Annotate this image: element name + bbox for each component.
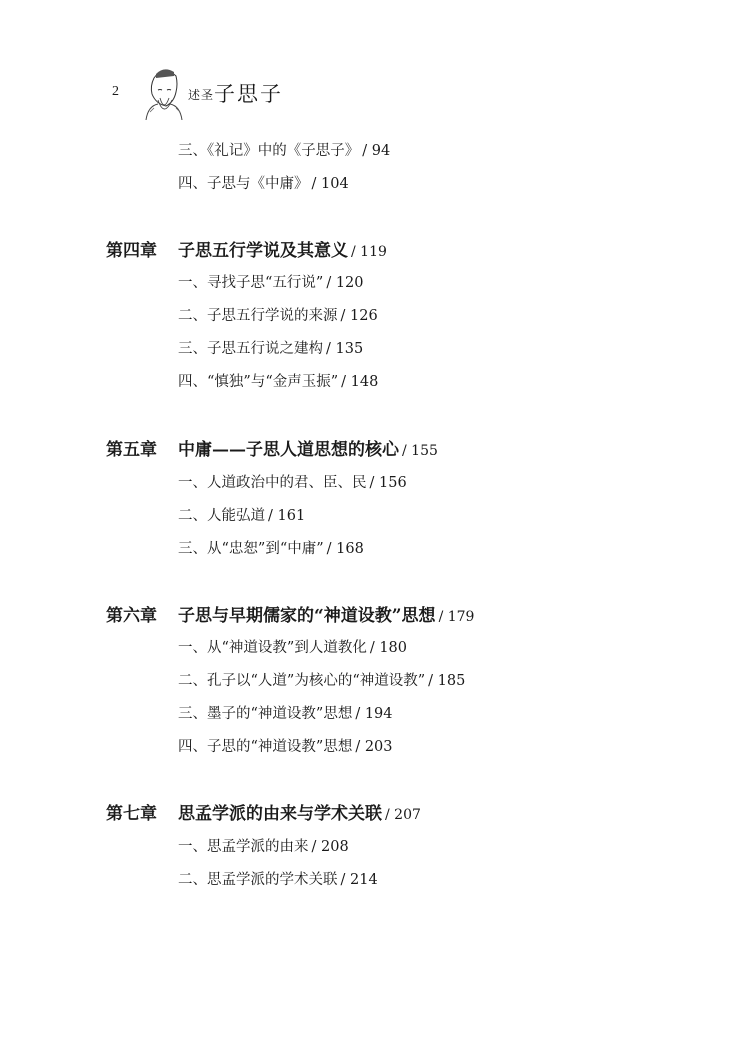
section-title: 二、孔子以“人道”为核心的“神道设教” bbox=[178, 673, 426, 689]
section-title: 四、子思与《中庸》 bbox=[178, 176, 309, 192]
chapter-page: / 207 bbox=[385, 807, 421, 823]
toc-section bbox=[178, 735, 393, 756]
toc-section bbox=[178, 271, 364, 292]
section-page: / 180 bbox=[369, 640, 407, 656]
section-title: 三、《礼记》中的《子思子》 bbox=[178, 143, 360, 159]
toc-section bbox=[178, 304, 378, 325]
section-title: 一、从“神道设教”到人道教化 bbox=[178, 640, 367, 656]
section-title: 二、人能弘道 bbox=[178, 508, 265, 524]
toc-section bbox=[178, 868, 378, 889]
series-title: 子思子 bbox=[214, 82, 283, 106]
section-title: 一、思孟学派的由来 bbox=[178, 839, 309, 855]
section-page: / 203 bbox=[355, 739, 393, 755]
section-page: / 135 bbox=[326, 341, 364, 357]
chapter-number: 第六章 bbox=[106, 606, 157, 626]
toc-section bbox=[178, 504, 305, 525]
chapter-number: 第七章 bbox=[106, 804, 157, 824]
toc-section bbox=[178, 702, 393, 723]
section-page: / 94 bbox=[362, 143, 391, 159]
section-page: / 161 bbox=[268, 508, 306, 524]
toc-section bbox=[178, 669, 465, 690]
section-page: / 168 bbox=[326, 541, 364, 557]
chapter-page: / 155 bbox=[402, 443, 438, 459]
section-page: / 208 bbox=[311, 839, 349, 855]
toc-section bbox=[178, 636, 407, 657]
section-page: / 120 bbox=[326, 275, 364, 291]
section-title: 四、“慎独”与“金声玉振” bbox=[178, 374, 339, 390]
chapter-number: 第五章 bbox=[106, 440, 157, 460]
section-page: / 126 bbox=[340, 308, 378, 324]
section-title: 四、子思的“神道设教”思想 bbox=[178, 739, 353, 755]
chapter-page: / 119 bbox=[351, 244, 387, 260]
running-header bbox=[112, 62, 512, 122]
toc-section bbox=[178, 835, 349, 856]
toc-chapter-5 bbox=[106, 435, 438, 460]
section-title: 一、寻找子思“五行说” bbox=[178, 275, 324, 291]
toc-section bbox=[178, 337, 363, 358]
section-title: 二、思孟学派的学术关联 bbox=[178, 872, 338, 888]
toc-section bbox=[178, 471, 407, 492]
toc-section bbox=[178, 370, 378, 391]
toc-chapter-4 bbox=[106, 236, 387, 261]
series-prefix: 述圣 bbox=[188, 88, 215, 102]
chapter-number: 第四章 bbox=[106, 241, 157, 261]
toc-section bbox=[178, 537, 364, 558]
section-page: / 104 bbox=[311, 176, 349, 192]
chapter-title: 中庸——子思人道思想的核心 bbox=[178, 440, 399, 460]
toc-chapter-7 bbox=[106, 799, 421, 824]
section-page: / 214 bbox=[340, 872, 378, 888]
section-page: / 148 bbox=[341, 374, 379, 390]
section-page: / 185 bbox=[428, 673, 466, 689]
page-number: 2 bbox=[112, 84, 119, 99]
section-page: / 156 bbox=[369, 475, 407, 491]
chapter-title: 思孟学派的由来与学术关联 bbox=[178, 804, 382, 824]
toc-chapter-6 bbox=[106, 601, 474, 626]
chapter-page: / 179 bbox=[438, 609, 475, 625]
toc-section bbox=[178, 172, 349, 193]
section-title: 三、子思五行说之建构 bbox=[178, 341, 323, 357]
section-title: 三、从“忠恕”到“中庸” bbox=[178, 541, 324, 557]
section-title: 三、墨子的“神道设教”思想 bbox=[178, 706, 353, 722]
sage-portrait-icon bbox=[136, 62, 192, 120]
section-title: 一、人道政治中的君、臣、民 bbox=[178, 475, 367, 491]
chapter-title: 子思五行学说及其意义 bbox=[178, 241, 348, 261]
section-page: / 194 bbox=[355, 706, 393, 722]
section-title: 二、子思五行学说的来源 bbox=[178, 308, 338, 324]
chapter-title: 子思与早期儒家的“神道设教”思想 bbox=[178, 606, 436, 626]
toc-section bbox=[178, 139, 390, 160]
